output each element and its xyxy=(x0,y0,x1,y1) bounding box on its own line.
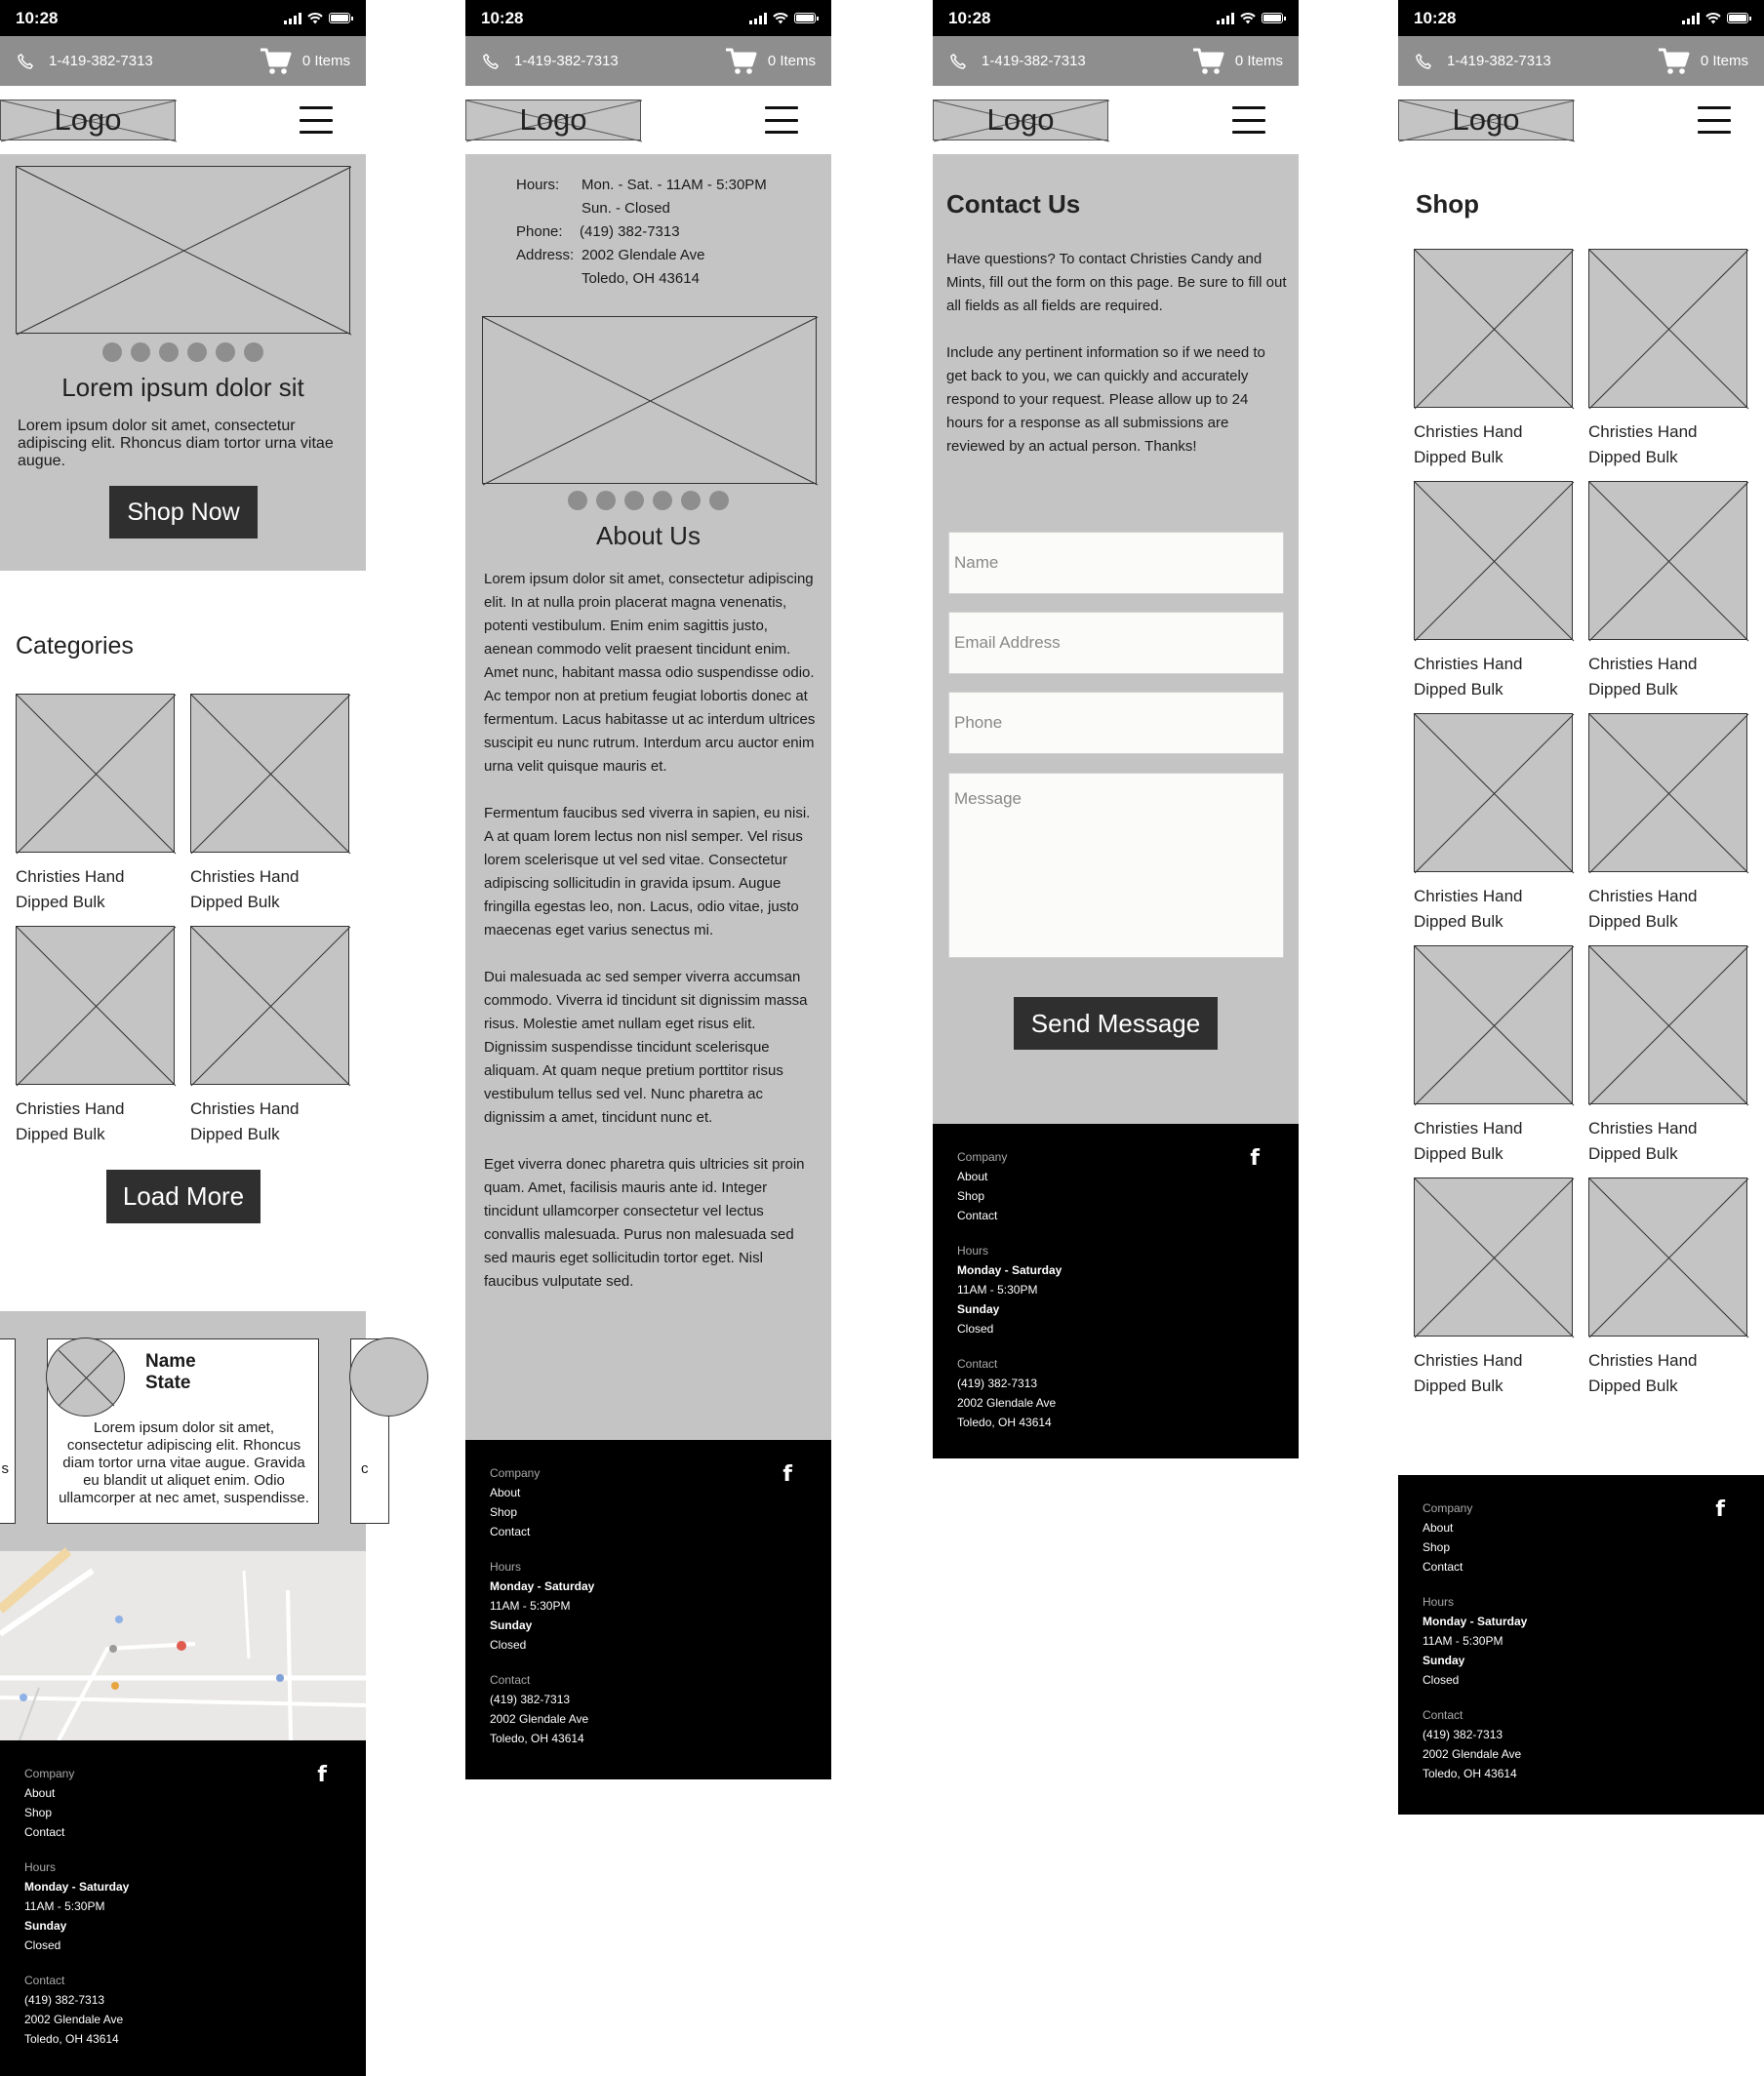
footer-contact-heading: Contact xyxy=(1423,1708,1463,1722)
testimonial-next-text: c xyxy=(361,1460,369,1477)
status-bar xyxy=(1398,0,1764,36)
battery-icon xyxy=(794,13,816,23)
contact-section xyxy=(933,154,1299,1124)
cart-button[interactable] xyxy=(1658,47,1748,76)
top-contact-bar xyxy=(933,36,1299,86)
phone-value: (419) 382-7313 xyxy=(580,223,680,240)
footer-company-heading: Company xyxy=(1423,1501,1473,1515)
footer-company-group xyxy=(1423,1498,1740,1577)
about-section xyxy=(465,154,831,1440)
contact-paragraph: Include any pertinent information so if we need to get back to you, we can quickly and accurately respond to your request. Please allow up to 24 hours for a response as all submissions are reviewed by an actual person. Thanks! xyxy=(946,344,1265,455)
footer-address-2: Toledo, OH 43614 xyxy=(490,1732,584,1745)
facebook-icon[interactable]: f xyxy=(782,1462,792,1487)
screen-shop xyxy=(1398,0,1764,1815)
footer-contact-group xyxy=(1423,1705,1740,1783)
phone-link[interactable]: 1-419-382-7313 xyxy=(1447,53,1551,69)
signal-icon xyxy=(284,13,301,24)
status-time: 10:28 xyxy=(481,8,524,27)
status-time: 10:28 xyxy=(1414,8,1457,27)
category-image[interactable] xyxy=(16,926,175,1085)
product-image[interactable] xyxy=(1588,945,1747,1104)
store-info xyxy=(516,174,767,291)
phone-icon xyxy=(948,52,968,71)
facebook-icon[interactable]: f xyxy=(1715,1497,1725,1522)
cart-count: 0 Items xyxy=(301,53,350,69)
footer-company-heading: Company xyxy=(24,1767,75,1780)
footer-hours-heading: Hours xyxy=(24,1860,57,1874)
status-icons xyxy=(1682,13,1748,24)
footer-days-weekday: Monday - Saturday xyxy=(490,1579,595,1593)
message-field[interactable]: Message xyxy=(948,773,1284,958)
wifi-icon xyxy=(307,13,323,24)
status-icons xyxy=(1217,13,1283,24)
battery-icon xyxy=(1262,13,1283,23)
product-label[interactable]: Christies Hand Dipped Bulk xyxy=(1588,1351,1698,1395)
product-image[interactable] xyxy=(1414,713,1573,872)
footer-link-about[interactable]: About xyxy=(957,1170,988,1183)
status-icons xyxy=(749,13,816,24)
hamburger-menu-icon[interactable] xyxy=(765,106,798,134)
cart-button[interactable] xyxy=(1192,47,1283,76)
product-label[interactable]: Christies Hand Dipped Bulk xyxy=(1414,1351,1523,1395)
testimonial-card xyxy=(47,1338,319,1524)
category-label[interactable]: Christies Hand Dipped Bulk xyxy=(16,1099,125,1143)
footer-days-sunday: Sunday xyxy=(24,1919,67,1933)
site-logo[interactable] xyxy=(0,100,176,140)
facebook-icon[interactable]: f xyxy=(317,1763,327,1787)
about-title: About Us xyxy=(596,521,701,550)
screen-chrome xyxy=(0,0,366,154)
about-paragraph: Dui malesuada ac sed semper viverra accumsan commodo. Viverra id tincidunt sit dignissim massa risus. Molestie amet nullam eget risus elit. Dignissim suspendisse tincidunt scelerisque aliquam. At quam neque pretium porttitor risus vestibulum tellus sed vel. Nunc pharetra ac dignissim a amet, tincidunt nunc et. xyxy=(484,969,808,1126)
phone-icon xyxy=(481,52,501,71)
footer-link-about[interactable]: About xyxy=(490,1486,521,1499)
category-image[interactable] xyxy=(190,926,349,1085)
status-bar xyxy=(0,0,366,36)
email-field[interactable]: Email Address xyxy=(948,612,1284,674)
footer-address-2: Toledo, OH 43614 xyxy=(24,2032,119,2046)
site-logo[interactable] xyxy=(933,100,1108,140)
signal-icon xyxy=(749,13,767,24)
category-image[interactable] xyxy=(16,694,175,853)
footer-company-group xyxy=(490,1463,807,1541)
contact-intro xyxy=(946,248,1288,459)
footer-days-sunday: Sunday xyxy=(1423,1654,1465,1667)
product-label[interactable]: Christies Hand Dipped Bulk xyxy=(1414,887,1523,931)
footer-link-contact[interactable]: Contact xyxy=(490,1525,531,1538)
product-image[interactable] xyxy=(1588,713,1747,872)
contact-title: Contact Us xyxy=(946,189,1081,219)
footer-link-contact[interactable]: Contact xyxy=(24,1825,65,1839)
footer-hours-group xyxy=(957,1241,1274,1338)
hamburger-menu-icon[interactable] xyxy=(1698,106,1731,134)
status-icons xyxy=(284,13,350,24)
screen-home xyxy=(0,0,369,2076)
phone-link[interactable]: 1-419-382-7313 xyxy=(49,53,153,69)
footer-link-shop[interactable]: Shop xyxy=(490,1505,518,1519)
hours-sunday: Sun. - Closed xyxy=(581,200,670,217)
product-label[interactable]: Christies Hand Dipped Bulk xyxy=(1414,655,1523,699)
map-embed[interactable] xyxy=(0,1551,366,1740)
footer-hours-heading: Hours xyxy=(957,1244,989,1258)
testimonial-carousel[interactable] xyxy=(0,1311,369,1551)
phone-link[interactable]: 1-419-382-7313 xyxy=(514,53,619,69)
footer-phone: (419) 382-7313 xyxy=(957,1377,1038,1390)
category-label[interactable]: Christies Hand Dipped Bulk xyxy=(16,867,125,911)
cart-icon xyxy=(260,47,293,76)
address-label: Address: xyxy=(516,247,575,263)
logo-text: Logo xyxy=(986,102,1055,137)
about-paragraph: Lorem ipsum dolor sit amet, consectetur adipiscing elit. In at nulla proin placerat magna venenatis, potenti vestibulum. Enim enim sagittis justo, aenean commodo velit praesent tincidunt enim. Amet nunc, habitant massa odio suspendisse odio. Ac tempor non at pretium feugiat lobortis donec at fermentum. Lacus habitasse ut ac interdum ultrices suscipit eu nunc rutrum. Interdum arcu auctor enim urna velit quisque mauris et. xyxy=(484,571,816,775)
testimonial-state: State xyxy=(145,1373,191,1393)
map-graphic xyxy=(0,1551,366,1740)
product-label[interactable]: Christies Hand Dipped Bulk xyxy=(1588,887,1698,931)
site-logo[interactable] xyxy=(1398,100,1574,140)
status-bar xyxy=(465,0,831,36)
hours-weekday: Mon. - Sat. - 11AM - 5:30PM xyxy=(581,177,767,193)
product-label[interactable]: Christies Hand Dipped Bulk xyxy=(1414,422,1523,466)
footer-link-shop[interactable]: Shop xyxy=(1423,1540,1451,1554)
about-body xyxy=(484,568,816,1294)
phone-icon xyxy=(1414,52,1433,71)
product-image[interactable] xyxy=(1414,945,1573,1104)
logo-text: Logo xyxy=(519,102,587,137)
name-field[interactable]: Name xyxy=(948,532,1284,594)
site-logo[interactable] xyxy=(465,100,641,140)
product-label[interactable]: Christies Hand Dipped Bulk xyxy=(1588,655,1698,699)
hero-section xyxy=(0,154,366,571)
product-image[interactable] xyxy=(1414,1178,1573,1337)
cart-count: 0 Items xyxy=(1700,53,1748,69)
screen-about xyxy=(465,0,831,1779)
product-image[interactable] xyxy=(1588,249,1747,408)
hero-text: Lorem ipsum dolor sit amet, consectetur adipiscing elit. Rhoncus diam tortor urna vitae augue. xyxy=(18,418,334,469)
footer-hours-group xyxy=(1423,1592,1740,1690)
footer-time-sunday: Closed xyxy=(490,1638,527,1652)
footer-time-weekday: 11AM - 5:30PM xyxy=(957,1283,1038,1297)
product-image[interactable] xyxy=(1414,481,1573,640)
footer-hours-heading: Hours xyxy=(490,1560,522,1574)
footer-company-heading: Company xyxy=(957,1150,1008,1164)
hamburger-menu-icon[interactable] xyxy=(300,106,333,134)
footer-address-1: 2002 Glendale Ave xyxy=(24,2013,124,2026)
about-paragraph: Eget viverra donec pharetra quis ultricies sit proin quam. Amet, facilisis mauris ante id. Integer tincidunt ullamcorper consectetur vel lectus convallis malesuada. Purus non malesuada sed sed mauris eget sollicitudin tortor eget. Nisl faucibus vulputate sed. xyxy=(484,1156,805,1290)
shop-now-button[interactable]: Shop Now xyxy=(109,486,258,539)
footer-hours-group xyxy=(490,1557,807,1655)
categories-title: Categories xyxy=(16,632,134,659)
footer-link-shop[interactable]: Shop xyxy=(24,1806,53,1819)
load-more-button[interactable]: Load More xyxy=(106,1170,261,1223)
wifi-icon xyxy=(773,13,788,24)
footer-company-heading: Company xyxy=(490,1466,541,1480)
top-contact-bar xyxy=(1398,36,1764,86)
phone-label: Phone: xyxy=(516,223,563,240)
footer-time-weekday: 11AM - 5:30PM xyxy=(490,1599,571,1613)
address-line-1: 2002 Glendale Ave xyxy=(581,247,705,263)
logo-text: Logo xyxy=(1452,102,1520,137)
about-image xyxy=(482,316,817,484)
site-header xyxy=(0,86,366,154)
category-image[interactable] xyxy=(190,694,349,853)
site-footer xyxy=(0,1740,366,2076)
product-image[interactable] xyxy=(1414,249,1573,408)
site-header xyxy=(465,86,831,154)
top-contact-bar xyxy=(465,36,831,86)
signal-icon xyxy=(1682,13,1700,24)
about-paragraph: Fermentum faucibus sed viverra in sapien, eu nisi. A at quam lorem lectus non nisl semper. Vel risus lorem scelerisque ut vel sed vitae. Consectetur adipiscing sollicitudin in gravida ipsum. Augue fringilla egestas leo, non. Lacus, odio vitae, justo maecenas eget varius senectus mi. xyxy=(484,805,811,938)
site-footer xyxy=(933,1124,1299,1458)
footer-contact-group xyxy=(24,1971,341,2049)
footer-days-sunday: Sunday xyxy=(957,1302,1000,1316)
footer-contact-group xyxy=(490,1670,807,1748)
cart-icon xyxy=(1192,47,1225,76)
cart-count: 0 Items xyxy=(767,53,816,69)
footer-link-contact[interactable]: Contact xyxy=(1423,1560,1463,1574)
wifi-icon xyxy=(1240,13,1256,24)
footer-time-weekday: 11AM - 5:30PM xyxy=(1423,1634,1503,1648)
footer-phone: (419) 382-7313 xyxy=(1423,1728,1503,1741)
hero-image xyxy=(16,166,350,334)
footer-time-sunday: Closed xyxy=(1423,1673,1460,1687)
footer-link-contact[interactable]: Contact xyxy=(957,1209,998,1222)
logo-text: Logo xyxy=(54,102,122,137)
address-line-2: Toledo, OH 43614 xyxy=(581,270,700,287)
product-label[interactable]: Christies Hand Dipped Bulk xyxy=(1588,1119,1698,1163)
phone-field[interactable]: Phone xyxy=(948,692,1284,754)
testimonial-name: Name xyxy=(145,1351,196,1372)
cart-count: 0 Items xyxy=(1234,53,1283,69)
testimonial-card-prev[interactable] xyxy=(0,1338,16,1524)
wifi-icon xyxy=(1705,13,1721,24)
product-label[interactable]: Christies Hand Dipped Bulk xyxy=(1588,422,1698,466)
signal-icon xyxy=(1217,13,1234,24)
testimonial-prev-text: s xyxy=(1,1460,9,1477)
about-carousel-dots[interactable] xyxy=(568,491,729,510)
cart-icon xyxy=(1658,47,1691,76)
footer-contact-heading: Contact xyxy=(957,1357,998,1371)
footer-phone: (419) 382-7313 xyxy=(490,1693,571,1706)
footer-phone: (419) 382-7313 xyxy=(24,1993,105,2007)
footer-days-weekday: Monday - Saturday xyxy=(1423,1615,1528,1628)
screen-contact xyxy=(933,0,1299,1458)
site-header xyxy=(933,86,1299,154)
cart-button[interactable] xyxy=(725,47,816,76)
footer-company-group xyxy=(24,1764,341,1842)
shop-title: Shop xyxy=(1416,189,1479,219)
status-time: 10:28 xyxy=(948,8,991,27)
phone-link[interactable]: 1-419-382-7313 xyxy=(982,53,1086,69)
avatar xyxy=(349,1337,428,1417)
footer-company-group xyxy=(957,1147,1274,1225)
site-header xyxy=(1398,86,1764,154)
footer-contact-heading: Contact xyxy=(24,1974,65,1987)
footer-hours-heading: Hours xyxy=(1423,1595,1455,1609)
category-label[interactable]: Christies Hand Dipped Bulk xyxy=(190,867,300,911)
hamburger-menu-icon[interactable] xyxy=(1232,106,1265,134)
hero-carousel-dots[interactable] xyxy=(102,342,263,362)
cart-button[interactable] xyxy=(260,47,350,76)
cart-icon xyxy=(725,47,758,76)
contact-paragraph: Have questions? To contact Christies Candy and Mints, fill out the form on this page. Be sure to fill out all fields as all fields are required. xyxy=(946,251,1287,314)
footer-link-about[interactable]: About xyxy=(1423,1521,1454,1535)
avatar xyxy=(46,1337,125,1417)
hero-title: Lorem ipsum dolor sit xyxy=(61,373,304,402)
product-image[interactable] xyxy=(1588,1178,1747,1337)
footer-address-2: Toledo, OH 43614 xyxy=(1423,1767,1517,1780)
footer-address-1: 2002 Glendale Ave xyxy=(957,1396,1057,1410)
footer-days-weekday: Monday - Saturday xyxy=(957,1263,1062,1277)
product-label[interactable]: Christies Hand Dipped Bulk xyxy=(1414,1119,1523,1163)
screen-chrome xyxy=(933,0,1299,154)
screen-chrome xyxy=(1398,0,1764,154)
site-footer xyxy=(1398,1475,1764,1815)
category-label[interactable]: Christies Hand Dipped Bulk xyxy=(190,1099,300,1143)
status-bar xyxy=(933,0,1299,36)
footer-days-sunday: Sunday xyxy=(490,1618,533,1632)
send-message-button[interactable]: Send Message xyxy=(1014,997,1218,1050)
footer-link-about[interactable]: About xyxy=(24,1786,56,1800)
site-footer xyxy=(465,1440,831,1779)
footer-address-1: 2002 Glendale Ave xyxy=(490,1712,589,1726)
testimonial-card-next[interactable] xyxy=(350,1338,389,1524)
footer-hours-group xyxy=(24,1857,341,1955)
battery-icon xyxy=(329,13,350,23)
phone-icon xyxy=(16,52,35,71)
product-image[interactable] xyxy=(1588,481,1747,640)
footer-days-weekday: Monday - Saturday xyxy=(24,1880,130,1894)
hours-label: Hours: xyxy=(516,177,560,193)
top-contact-bar xyxy=(0,36,366,86)
footer-address-1: 2002 Glendale Ave xyxy=(1423,1747,1522,1761)
footer-time-sunday: Closed xyxy=(957,1322,994,1336)
status-time: 10:28 xyxy=(16,8,59,27)
battery-icon xyxy=(1727,13,1748,23)
testimonial-text: Lorem ipsum dolor sit amet, consectetur adipiscing elit. Rhoncus diam tortor urna vitae augue. Gravida eu blandit ut aliquet enim. Odio ullamcorper at nec amet, suspendisse. xyxy=(59,1419,309,1506)
footer-time-sunday: Closed xyxy=(24,1938,61,1952)
footer-address-2: Toledo, OH 43614 xyxy=(957,1416,1052,1429)
footer-time-weekday: 11AM - 5:30PM xyxy=(24,1899,105,1913)
footer-contact-group xyxy=(957,1354,1274,1432)
footer-contact-heading: Contact xyxy=(490,1673,531,1687)
screen-chrome xyxy=(465,0,831,154)
facebook-icon[interactable]: f xyxy=(1250,1146,1260,1171)
footer-link-shop[interactable]: Shop xyxy=(957,1189,985,1203)
